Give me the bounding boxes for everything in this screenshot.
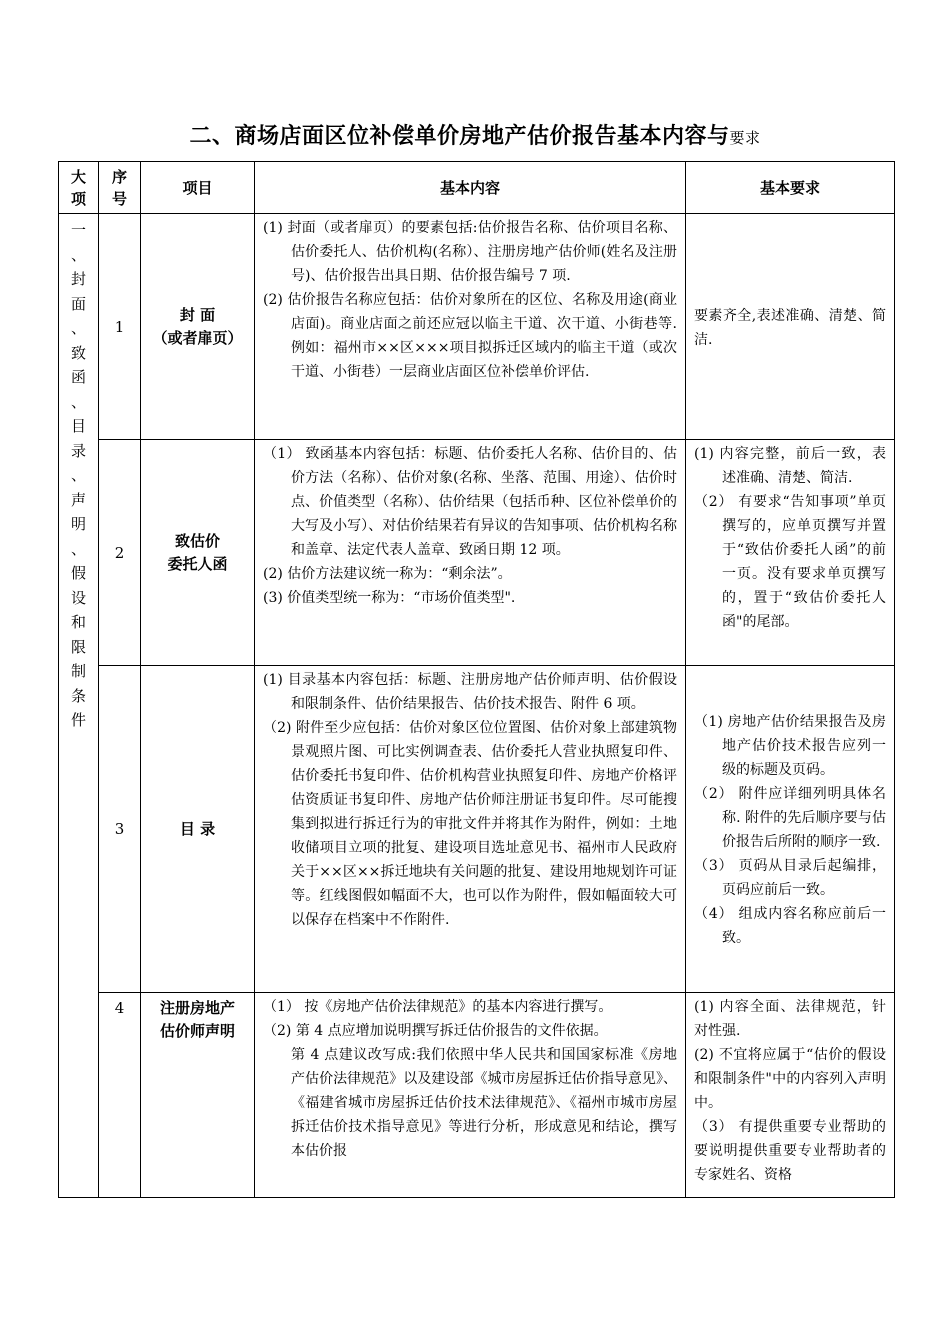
table-row	[59, 993, 895, 1198]
content-paragraph: (2) 估价报告名称应包括：估价对象所在的区位、名称及用途(商业店面)。商业店面之前还应冠以临主干道、次干道、小街巷等.例如：福州市××区×××项目拟拆迁区域内的临主干道（或次干道、小街巷）一层商业店面区位补偿单价评估.	[263, 292, 677, 380]
requirement-paragraph: （1) 房地产估价结果报告及房地产估价技术报告应列一级的标题及页码。	[694, 714, 886, 778]
content-paragraph: (1) 封面（或者扉页）的要素包括:估价报告名称、估价项目名称、估价委托人、估价机构(名称）、注册房地产估价师(姓名及注册号)、估价报告出具日期、估价报告编号 7 项.	[263, 220, 677, 284]
category-char: 件	[70, 711, 86, 729]
requirement-paragraph: （4） 组成内容名称应前后一致。	[694, 906, 886, 946]
content-paragraph: (2) 估价方法建议统一称为：“剩余法”。	[263, 566, 512, 582]
requirement-cell	[686, 666, 895, 993]
report-requirements-table	[58, 161, 895, 1198]
content-paragraph: (1) 目录基本内容包括：标题、注册房地产估价师声明、估价假设和限制条件、估价结果报告、估价技术报告、附件 6 项。	[263, 672, 677, 712]
header-requirement: 基本要求	[686, 162, 895, 214]
content-paragraph: （1） 致函基本内容包括：标题、估价委托人名称、估价目的、估价方法（名称）、估价对象(名称、坐落、范围、用途）、估价时点、价值类型（名称）、估价结果（包括币种、区位补偿单价的大写及小写）、对估价结果若有异议的告知事项、估价机构名称和盖章、法定代表人盖章、致函日期 12 项。	[263, 446, 677, 558]
category-char: 条	[70, 686, 86, 705]
content-paragraph: （2) 附件至少应包括：估价对象区位位置图、估价对象上部建筑物景观照片图、可比实例调查表、估价委托人营业执照复印件、估价委托书复印件、估价机构营业执照复印件、房地产价格评估资质证书复印件、房地产估价师注册证书复印件。尽可能搜集到拟进行拆迁行为的审批文件并将其作为附件，例如：土地收储项目立项的批复、建设项目选址意见书、福州市人民政府关于××区××拆迁地块有关问题的批复、建设用地规划许可证等。红线图假如幅面不大，也可以作为附件，假如幅面较大可以保存在档案中不作附件.	[263, 720, 677, 928]
content-cell	[255, 214, 686, 440]
content-cell	[255, 440, 686, 666]
requirement-paragraph: （3） 页码从目录后起编排，页码应前后一致。	[694, 858, 886, 898]
page-title	[0, 119, 950, 150]
item-label-line: 注册房地产	[159, 999, 235, 1017]
title-main: 二、商场店面区位补偿单价房地产估价报告基本内容与	[189, 124, 730, 149]
seq-cell: 4	[99, 993, 141, 1198]
item-label-line: 致估价	[174, 531, 220, 550]
requirement-paragraph: （3） 有提供重要专业帮助的要说明提供重要专业帮助者的专家姓名、资格	[694, 1119, 886, 1183]
requirement-paragraph: (2) 不宜将应属于“估价的假设和限制条件"中的内容列入声明中。	[694, 1047, 886, 1111]
category-char: 制	[70, 662, 86, 680]
seq-cell: 1	[99, 214, 141, 440]
category-char: 设	[70, 588, 86, 607]
table-header-row	[59, 162, 895, 214]
category-char: 、	[70, 539, 86, 558]
category-char: 、	[70, 392, 86, 411]
item-label-line: 封 面	[179, 305, 216, 324]
content-paragraph: (3) 价值类型统一称为：“市场价值类型".	[263, 590, 516, 606]
category-cell	[59, 214, 99, 1198]
category-char: 明	[70, 515, 86, 533]
content-paragraph: 第 4 点建议改写成:我们依照中华人民共和国国家标准《房地产估价法律规范》以及建设部《城市房屋拆迁估价指导意见》、《福建省城市房屋拆迁估价技术法律规范》、《福州市城市房屋拆迁估价技术指导意见》等进行分析，形成意见和结论，撰写本估价报	[291, 1047, 677, 1159]
item-label-line: 估价师声明	[159, 1022, 235, 1040]
item-cell	[141, 993, 255, 1198]
table-row	[59, 214, 895, 440]
item-label-line: 委托人函	[167, 554, 228, 573]
category-char: 函	[70, 368, 86, 386]
category-char: 目	[70, 417, 86, 435]
category-char: 声	[70, 490, 86, 509]
requirement-paragraph: 要素齐全,表述准确、清楚、简洁.	[694, 307, 886, 348]
header-category-label: 大项	[70, 167, 86, 208]
category-char: 、	[70, 319, 86, 337]
content-cell	[255, 666, 686, 993]
requirement-cell	[686, 440, 895, 666]
category-char: 和	[70, 613, 86, 631]
requirement-paragraph: (1) 内容完整，前后一致，表述准确、清楚、简洁.	[694, 446, 886, 486]
content-paragraph: （2) 第 4 点应增加说明撰写拆迁估价报告的文件依据。	[263, 1023, 608, 1039]
category-char: 、	[70, 466, 86, 484]
category-char: 录	[70, 441, 86, 460]
requirement-paragraph: (1) 内容全面、法律规范，针对性强.	[694, 999, 886, 1039]
item-label-line: （或者扉页）	[152, 328, 243, 347]
requirement-paragraph: （2） 附件应详细列明具体名称. 附件的先后顺序要与估价报告后所附的顺序一致.	[694, 786, 886, 850]
seq-cell: 3	[99, 666, 141, 993]
item-cell	[141, 214, 255, 440]
requirement-paragraph: （2） 有要求“告知事项”单页撰写的，应单页撰写并置于“致估价委托人函”的前一页。没有要求单页撰写的，置于“致估价委托人函"的尾部。	[694, 494, 886, 630]
category-char: 致	[70, 343, 86, 362]
item-label-line: 目 录	[179, 819, 216, 838]
table-row	[59, 666, 895, 993]
category-char: 限	[70, 637, 86, 656]
header-category	[59, 162, 99, 214]
header-seq-label: 序号	[111, 167, 127, 208]
table-row	[59, 440, 895, 666]
item-cell	[141, 666, 255, 993]
requirement-cell	[686, 993, 895, 1198]
content-paragraph: （1） 按《房地产估价法律规范》的基本内容进行撰写。	[263, 999, 613, 1015]
item-cell	[141, 440, 255, 666]
seq-cell: 2	[99, 440, 141, 666]
header-seq	[99, 162, 141, 214]
title-suffix: 要求	[729, 129, 761, 147]
category-char: 一	[70, 221, 86, 239]
content-cell	[255, 993, 686, 1198]
category-char: 封	[70, 270, 86, 288]
requirement-cell	[686, 214, 895, 440]
category-char: 面	[70, 294, 86, 313]
header-content: 基本内容	[255, 162, 686, 214]
category-char: 假	[70, 564, 86, 582]
header-item: 项目	[141, 162, 255, 214]
category-char: 、	[70, 245, 86, 264]
